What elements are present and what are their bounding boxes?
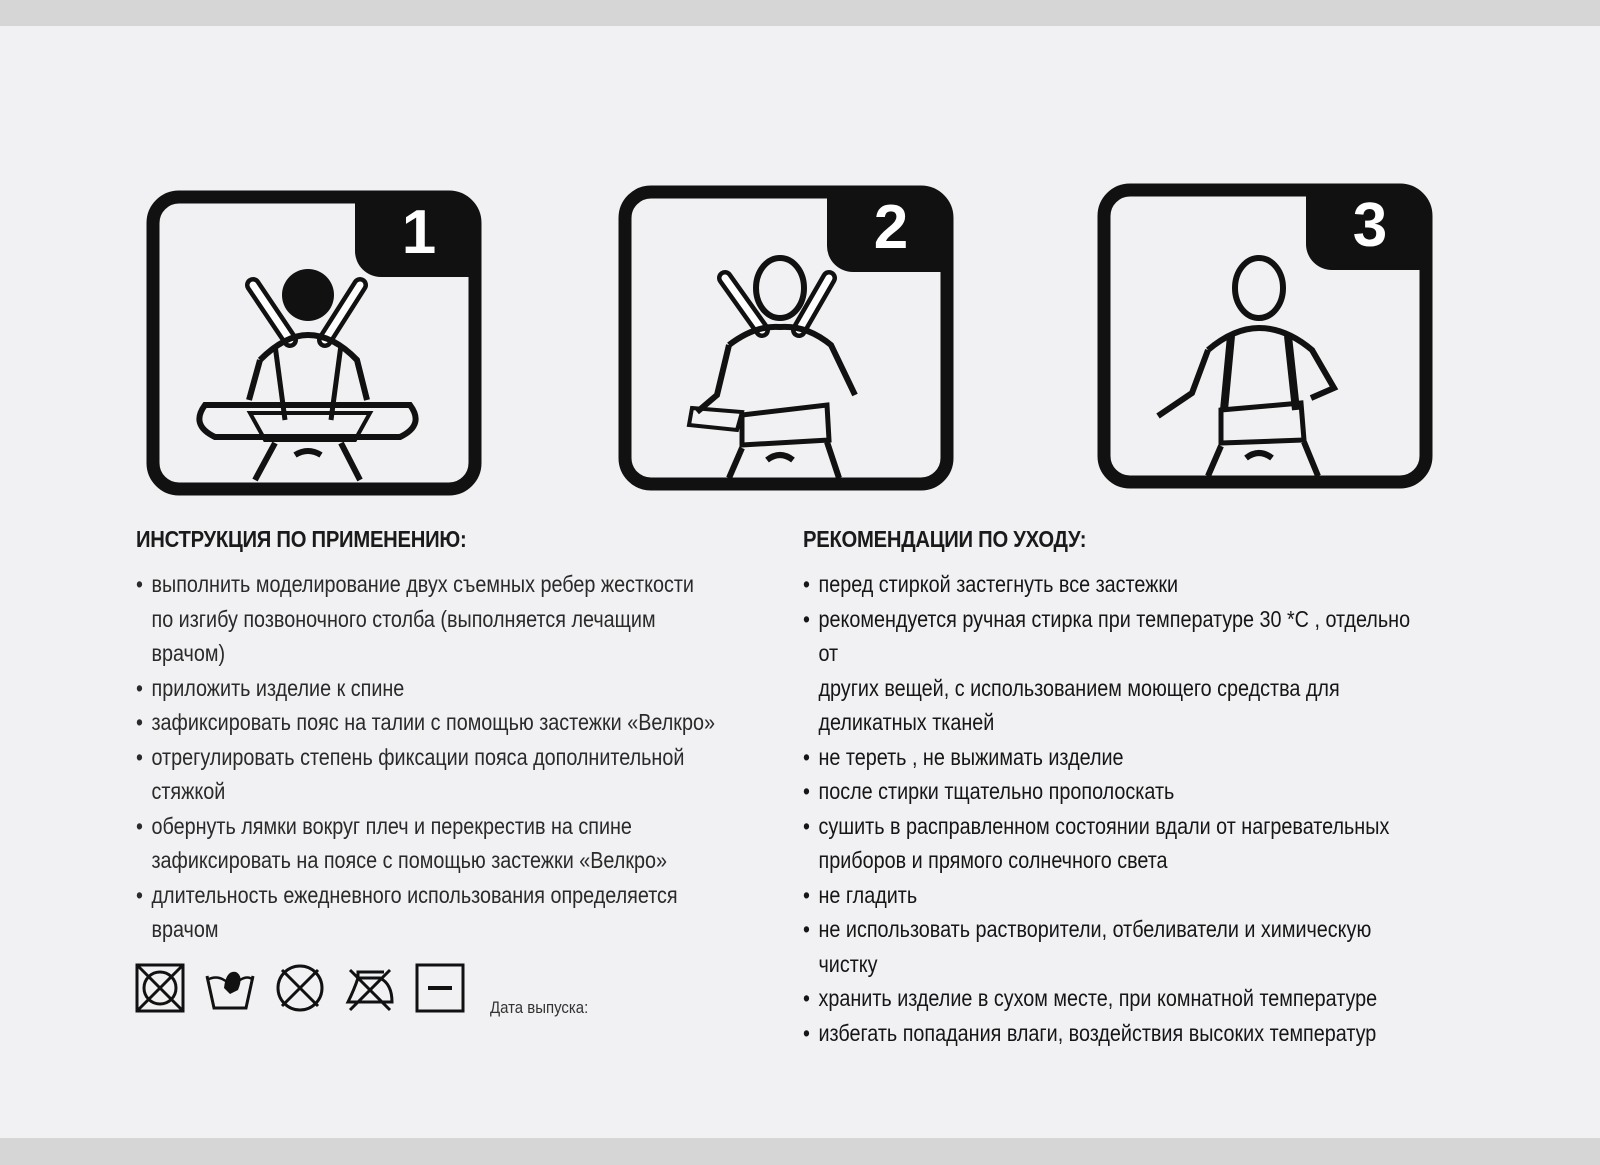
top-border [0,0,1600,26]
step-1-number: 1 [401,197,437,267]
instruction-item: • приложить изделие к спине [136,671,753,706]
hand-wash-icon [204,962,256,1014]
instructions-list [136,567,854,947]
care-item: • хранить изделие в сухом месте, при комнатной температуре [803,981,1420,1016]
no-dry-clean-icon [274,962,326,1014]
step-3-panel [1096,178,1436,493]
step-2-panel [617,180,957,495]
care-item: • рекомендуется ручная стирка при температуре 30 *С , отдельно от [803,602,1420,671]
no-tumble-dry-icon [134,962,186,1014]
step-2-number: 2 [873,192,909,262]
care-list [803,567,1521,1050]
instruction-item: • длительность ежедневного использования определяется [136,878,753,913]
care-item: • избегать попадания влаги, воздействия высоких температур [803,1016,1420,1051]
care-item: • перед стиркой застегнуть все застежки [803,567,1420,602]
care-item: других вещей, с использованием моющего средства для [818,674,1340,701]
instruction-item: • зафиксировать пояс на талии с помощью застежки «Велкро» [136,705,753,740]
instruction-item: стяжкой [151,778,226,804]
instruction-item: зафиксировать на поясе с помощью застежки «Велкро» [151,847,667,873]
instruction-item: • выполнить моделирование двух съемных ребер жесткости [136,567,753,602]
instructions-section [136,526,854,947]
care-item: приборов и прямого солнечного света [818,847,1168,873]
step-1-panel [145,185,485,500]
instruction-item: по изгибу позвоночного столба (выполняется лечащим [151,605,656,632]
care-item: чистку [818,950,878,977]
care-item: деликатных тканей [818,709,995,735]
care-item: • после стирки тщательно прополоскать [803,774,1420,809]
care-heading: РЕКОМЕНДАЦИИ ПО УХОДУ: [803,526,1087,552]
instruction-item: врачом) [151,640,226,666]
bottom-border [0,1138,1600,1165]
dry-flat-icon [414,962,466,1014]
no-iron-icon [344,962,396,1014]
instructions-heading: ИНСТРУКЦИЯ ПО ПРИМЕНЕНИЮ: [136,526,467,552]
step-3-number: 3 [1352,190,1388,260]
care-item: • не использовать растворители, отбеливатели и химическую [803,912,1420,947]
care-section [803,526,1521,1050]
instruction-item: врачом [151,916,219,942]
release-date-label: Дата выпуска: [490,998,589,1017]
care-item: • не тереть , не выжимать изделие [803,740,1420,775]
instruction-item: • обернуть лямки вокруг плеч и перекрестив на спине [136,809,753,844]
instruction-item: • отрегулировать степень фиксации пояса дополнительной [136,740,753,775]
care-item: • не гладить [803,878,1420,913]
care-symbols [134,962,466,1014]
care-item: • сушить в расправленном состоянии вдали от нагревательных [803,809,1420,844]
